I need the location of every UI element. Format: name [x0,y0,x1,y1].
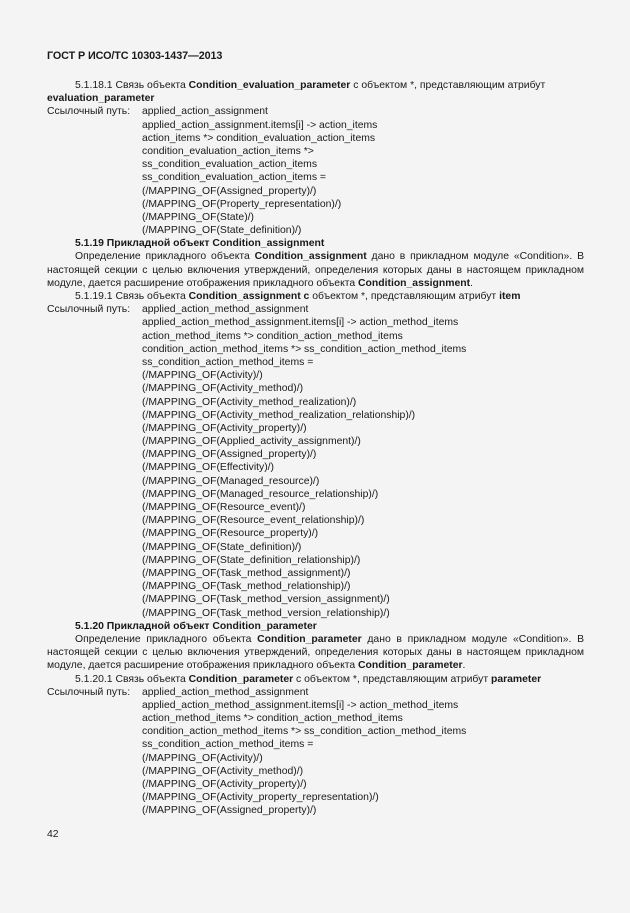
path-line: applied_action_assignment.items[i] -> action_items [142,119,378,131]
path-line: action_method_items *> condition_action_method_items [142,713,403,725]
path-line: action_method_items *> condition_action_method_items [142,330,403,342]
path-line: (/MAPPING_OF(Activity_method)/) [142,765,304,777]
subsection-heading: 5.1.18.1 Связь объекта Condition_evaluation_parameter с объектом *, представляющим атрибут [75,80,546,91]
page-number: 42 [47,829,59,840]
subsection-heading: 5.1.19.1 Связь объекта Condition_assignment c объектом *, представляющим атрибут item [75,291,521,303]
path-line: (/MAPPING_OF(Activity_method_realization_relationship)/) [142,409,416,421]
attribute-name: item [499,291,521,303]
attribute-name: evaluation_parameter [47,93,155,105]
section-title: 5.1.20 Прикладной объект Condition_parameter [75,620,317,632]
reference-path-label: Ссылочный путь: [47,304,131,316]
path-line: (/MAPPING_OF(Activity_method_realization)/) [142,396,357,408]
section-5-1-19 [47,237,587,619]
path-line: (/MAPPING_OF(Task_method_relationship)/) [142,581,351,593]
path-line: (/MAPPING_OF(Managed_resource)/) [142,475,320,487]
path-line: applied_action_method_assignment.items[i] -> action_method_items [142,699,459,711]
path-line: condition_action_method_items *> ss_condition_action_method_items [142,726,467,738]
path-line: condition_action_method_items *> ss_condition_action_method_items [142,343,467,355]
path-line: (/MAPPING_OF(Activity_property_representation)/) [142,792,379,804]
path-line: (/MAPPING_OF(State_definition_relationship)/) [142,554,361,566]
reference-path-row [47,303,587,316]
reference-path-row [47,686,587,699]
path-line: (/MAPPING_OF(Task_method_version_relationship)/) [142,607,390,619]
object-name: Condition_assignment c [188,291,310,303]
path-line: ss_condition_evaluation_action_items = [142,172,326,184]
path-line: (/MAPPING_OF(Activity)/) [142,752,263,764]
section-title: 5.1.19 Прикладной объект Condition_assignment [75,238,325,250]
path-line: (/MAPPING_OF(Task_method_version_assignment)/) [142,594,390,606]
path-line: (/MAPPING_OF(Managed_resource_relationship)/) [142,488,379,500]
path-line: (/MAPPING_OF(Property_representation)/) [142,198,342,210]
subsection-heading: 5.1.20.1 Связь объекта Condition_parameter с объектом *, представляющим атрибут parameter [75,673,542,685]
reference-path-label: Ссылочный путь: [47,106,131,118]
path-line: (/MAPPING_OF(State)/) [142,211,255,223]
path-line: ss_condition_evaluation_action_items [142,159,318,171]
section-5-1-20 [47,620,587,818]
path-line: condition_evaluation_action_items *> [142,145,314,157]
path-line: (/MAPPING_OF(Resource_property)/) [142,528,319,540]
path-line: (/MAPPING_OF(Assigned_property)/) [142,449,317,461]
reference-path-row [47,105,587,118]
document-header: ГОСТ Р ИСО/ТС 10303-1437—2013 [47,50,223,62]
path-line: (/MAPPING_OF(Effectivity)/) [142,462,275,474]
section-5-1-18-1 [47,79,587,237]
attribute-name: parameter [490,673,542,685]
path-line: (/MAPPING_OF(Activity_property)/) [142,779,307,791]
path-line: applied_action_method_assignment.items[i] -> action_method_items [142,317,459,329]
path-line: (/MAPPING_OF(Applied_activity_assignment)/) [142,436,361,448]
path-line: ss_condition_action_method_items = [142,356,314,368]
object-name: Condition_evaluation_parameter [188,80,351,91]
reference-path-label: Ссылочный путь: [47,686,131,698]
path-line: (/MAPPING_OF(State_definition)/) [142,225,302,237]
path-line: (/MAPPING_OF(Resource_event_relationship)/) [142,515,365,527]
path-line: (/MAPPING_OF(Assigned_property)/) [142,805,317,817]
path-line: (/MAPPING_OF(Task_method_assignment)/) [142,567,351,579]
path-line: (/MAPPING_OF(State_definition)/) [142,541,302,553]
section-paragraph: Определение прикладного объекта Condition_assignment дано в прикладном модуле «Condition». В настоящей секции с целью включения утверждений, определения которых даны в настоящем прикладном модуле, дается расширение отображения прикладного объекта Condition_assignment. [47,251,585,289]
path-line: action_items *> condition_evaluation_action_items [142,132,376,144]
path-line: applied_action_method_assignment [142,686,309,698]
path-line: applied_action_assignment [142,106,268,118]
path-line: (/MAPPING_OF(Activity)/) [142,370,263,382]
path-line: (/MAPPING_OF(Activity_property)/) [142,422,307,434]
path-line: applied_action_method_assignment [142,304,309,316]
path-line: (/MAPPING_OF(Resource_event)/) [142,502,306,514]
path-line: (/MAPPING_OF(Assigned_property)/) [142,185,317,197]
object-name: Condition_parameter [188,673,294,685]
document-body [47,79,587,818]
path-line: ss_condition_action_method_items = [142,739,314,751]
path-line: (/MAPPING_OF(Activity_method)/) [142,383,304,395]
section-paragraph: Определение прикладного объекта Condition_parameter дано в прикладном модуле «Condition». В настоящей секции с целью включения утверждений, определения которых даны в настоящем прикладном модуле, дается расширение отображения прикладного объекта Condition_parameter. [47,633,585,672]
